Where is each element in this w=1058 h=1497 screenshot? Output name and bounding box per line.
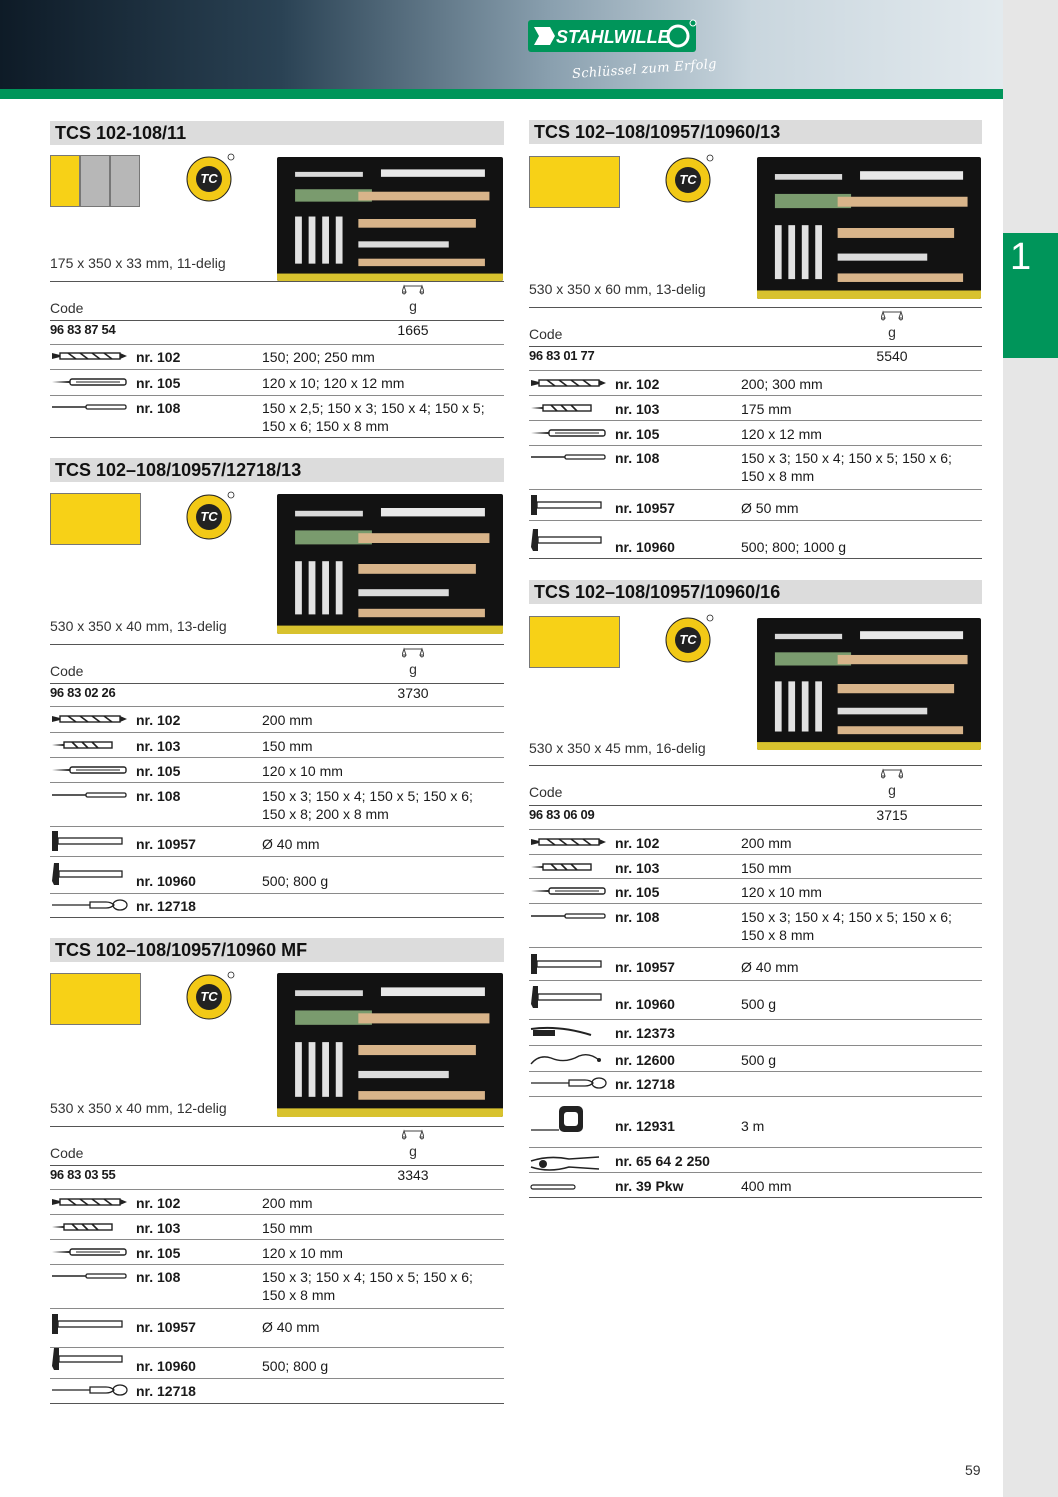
article-spec: 120 x 12 mm [741,426,822,442]
stahlwille-logo [528,17,698,55]
row-rule [50,757,504,758]
screwdriver-icon [529,1076,607,1090]
hammer-icon [529,527,603,541]
article-number: nr. 10960 [615,539,675,555]
svg-text:TC: TC [200,509,218,524]
article-spec: 150 x 3; 150 x 4; 150 x 5; 150 x 6; 150 x 8; 200 x 8 mm [262,788,473,822]
article-number: nr. 10957 [615,959,675,975]
tool-tray-photo [757,618,981,750]
row-rule [529,878,982,879]
article-number: nr. 103 [136,1220,181,1236]
drift-punch-icon [529,909,607,923]
mallet-icon [529,953,603,967]
row-rule [50,344,504,345]
row-rule [50,732,504,733]
tc-system-badge-icon [664,154,714,204]
row-rule [529,489,982,490]
table-bottom-rule [529,558,982,559]
section-title: TCS 102–108/10957/12718/13 [50,458,504,482]
article-spec: Ø 50 mm [741,500,799,516]
row-rule [529,1045,982,1046]
chisel-icon [50,349,128,363]
tool-tray-photo [277,157,503,281]
centre-punch-icon [50,738,114,752]
section-title: TCS 102–108/10957/10960/16 [529,580,982,604]
article-number: nr. 103 [136,738,181,754]
code-rule [529,805,982,806]
article-spec: 500; 800 g [262,873,329,889]
section-title: TCS 102–108/10957/10960/13 [529,120,982,144]
set-weight: 3715 [876,807,908,823]
article-spec: 200; 300 mm [741,376,823,392]
row-rule [50,1264,504,1265]
drift-punch-icon [529,450,607,464]
row-rule [50,1308,504,1309]
pin-punch-icon [50,375,128,389]
tc-system-badge-icon [185,971,235,1021]
tool-tray-photo [757,157,981,299]
table-top-rule [50,644,504,645]
code-rule [50,683,504,684]
article-number: nr. 65 64 2 250 [615,1153,710,1169]
row-rule [529,1019,982,1020]
hammer-icon [50,1346,124,1360]
table-bottom-rule [529,1197,982,1198]
article-number: nr. 12718 [136,898,196,914]
weight-unit: g [888,324,896,340]
row-rule [529,1147,982,1148]
article-spec: 120 x 10 mm [262,763,343,779]
screwdriver-icon [50,898,128,912]
article-spec: 120 x 10 mm [741,884,822,900]
row-rule [50,826,504,827]
article-spec: 120 x 10 mm [262,1245,343,1261]
tray-swatch-yellow [529,616,620,668]
article-spec: 150 x 2,5; 150 x 3; 150 x 4; 150 x 5; 150 x 6; 150 x 8 mm [262,400,485,434]
scale-icon [393,1129,433,1142]
weight-column-header [393,647,433,677]
table-top-rule [50,1126,504,1127]
tray-swatch-grey [80,155,110,207]
article-spec: 150; 200; 250 mm [262,349,375,365]
side-stripe [1003,0,1058,1497]
svg-text:TC: TC [200,171,218,186]
code-label: Code [50,300,84,316]
weight-column-header [393,284,433,314]
row-rule [529,829,982,830]
article-number: nr. 105 [615,426,660,442]
table-bottom-rule [50,1403,504,1404]
article-spec: Ø 40 mm [741,959,799,975]
drift-punch-icon [50,1269,128,1283]
weight-unit: g [888,782,896,798]
row-rule [529,903,982,904]
article-number: nr. 39 Pkw [615,1178,684,1194]
article-number: nr. 10957 [136,1319,196,1335]
table-top-rule [50,281,504,282]
row-rule [529,1071,982,1072]
hammer-icon [50,861,124,875]
tray-swatch-yellow [50,493,141,545]
table-top-rule [529,307,982,308]
article-spec: Ø 40 mm [262,1319,320,1335]
article-number: nr. 102 [136,349,181,365]
article-spec: 500; 800 g [262,1358,329,1374]
mallet-icon [50,830,124,844]
weight-column-header [872,768,912,798]
code-label: Code [529,784,563,800]
chisel-icon [529,376,607,390]
mallet-icon [50,1313,124,1327]
tape-measure-icon [529,1104,589,1118]
pin-punch-icon [50,763,128,777]
article-number: nr. 108 [615,450,660,466]
article-spec: 120 x 10; 120 x 12 mm [262,375,405,391]
order-code: 96 83 06 09 [529,807,595,822]
chisel-icon [50,1195,128,1209]
chisel-icon [529,835,607,849]
svg-text:TC: TC [200,989,218,1004]
section-title: TCS 102–108/10957/10960 MF [50,938,504,962]
table-top-rule [529,765,982,766]
tool-tray-photo [277,494,503,634]
tray-swatch-yellow [50,155,80,207]
weight-column-header [393,1129,433,1159]
article-number: nr. 10960 [615,996,675,1012]
article-number: nr. 12373 [615,1025,675,1041]
article-spec: 500 g [741,996,777,1012]
order-code: 96 83 03 55 [50,1167,116,1182]
code-label: Code [50,663,84,679]
centre-punch-icon [529,860,593,874]
article-spec: 150 mm [741,860,792,876]
svg-text:TC: TC [679,632,697,647]
row-rule [529,420,982,421]
weight-unit: g [409,298,417,314]
set-weight: 3730 [397,685,429,701]
article-number: nr. 102 [136,712,181,728]
article-spec: 400 mm [741,1178,792,1194]
order-code: 96 83 87 54 [50,322,116,337]
drift-punch-icon [50,788,128,802]
scale-icon [393,647,433,660]
article-number: nr. 105 [136,1245,181,1261]
article-number: nr. 10957 [615,500,675,516]
article-number: nr. 105 [136,375,181,391]
row-rule [529,370,982,371]
scale-icon [872,310,912,323]
article-number: nr. 12718 [615,1076,675,1092]
article-spec: Ø 40 mm [262,836,320,852]
mallet-icon [529,494,603,508]
tyre-lever-icon [529,1178,577,1192]
row-rule [50,856,504,857]
tray-colour-swatches [529,156,620,208]
set-weight: 3343 [397,1167,429,1183]
article-number: nr. 12600 [615,1052,675,1068]
article-spec: 150 x 3; 150 x 4; 150 x 5; 150 x 6; 150 x 8 mm [741,450,952,484]
code-rule [50,1165,504,1166]
scale-icon [872,768,912,781]
article-spec: 150 mm [262,738,313,754]
table-bottom-rule [50,437,504,438]
article-number: nr. 10957 [136,836,196,852]
article-spec: 200 mm [741,835,792,851]
locking-pliers-icon [529,1153,601,1167]
header-accent-bar [0,89,1003,99]
page-header [0,0,1003,90]
article-number: nr. 102 [615,835,660,851]
row-rule [529,980,982,981]
wire-brush-icon [529,1025,593,1039]
row-rule [50,782,504,783]
tray-swatch-yellow [50,973,141,1025]
set-weight: 1665 [397,322,429,338]
tray-colour-swatches [50,155,140,207]
row-rule [50,893,504,894]
code-rule [529,346,982,347]
article-number: nr. 105 [136,763,181,779]
article-number: nr. 108 [136,400,181,416]
tray-colour-swatches [50,493,141,545]
scale-icon [393,284,433,297]
article-number: nr. 10960 [136,873,196,889]
tc-system-badge-icon [664,614,714,664]
article-number: nr. 105 [615,884,660,900]
tray-swatch-yellow [529,156,620,208]
centre-punch-icon [50,1220,114,1234]
logo-text: STAHLWILLE [556,27,670,47]
row-rule [50,706,504,707]
article-number: nr. 102 [615,376,660,392]
row-rule [50,369,504,370]
article-spec: 200 mm [262,712,313,728]
code-label: Code [50,1145,84,1161]
set-dimensions: 530 x 350 x 60 mm, 13-delig [529,281,706,297]
row-rule [50,1214,504,1215]
article-spec: 3 m [741,1118,765,1134]
pin-punch-icon [50,1245,128,1259]
row-rule [529,947,982,948]
row-rule [529,854,982,855]
article-spec: 175 mm [741,401,792,417]
magnetic-pickup-icon [529,1052,601,1066]
article-number: nr. 108 [615,909,660,925]
article-spec: 500; 800; 1000 g [741,539,847,555]
brand-slogan: Schlüssel zum Erfolg [571,56,718,83]
row-rule [50,395,504,396]
weight-unit: g [409,661,417,677]
screwdriver-icon [50,1383,128,1397]
pin-punch-icon [529,884,607,898]
tool-tray-photo [277,973,503,1117]
code-rule [50,320,504,321]
section-title: TCS 102-108/11 [50,121,504,145]
article-number: nr. 102 [136,1195,181,1211]
article-spec: 500 g [741,1052,777,1068]
page-number: 59 [965,1462,981,1478]
article-spec: 200 mm [262,1195,313,1211]
article-spec: 150 x 3; 150 x 4; 150 x 5; 150 x 6; 150 x 8 mm [262,1269,473,1303]
tc-system-badge-icon [185,153,235,203]
article-spec: 150 x 3; 150 x 4; 150 x 5; 150 x 6; 150 x 8 mm [741,909,952,943]
weight-column-header [872,310,912,340]
drift-punch-icon [50,400,128,414]
svg-text:TC: TC [679,172,697,187]
row-rule [529,1172,982,1173]
row-rule [529,520,982,521]
centre-punch-icon [529,401,593,415]
article-number: nr. 12718 [136,1383,196,1399]
order-code: 96 83 02 26 [50,685,116,700]
weight-unit: g [409,1143,417,1159]
table-bottom-rule [50,917,504,918]
set-dimensions: 530 x 350 x 40 mm, 13-delig [50,618,227,634]
tc-system-badge-icon [185,491,235,541]
article-number: nr. 108 [136,788,181,804]
set-dimensions: 530 x 350 x 45 mm, 16-delig [529,740,706,756]
row-rule [50,1239,504,1240]
row-rule [50,1189,504,1190]
tray-colour-swatches [50,973,141,1025]
row-rule [50,1378,504,1379]
chapter-number: 1 [1010,236,1032,278]
tray-swatch-grey [110,155,140,207]
article-spec: 150 mm [262,1220,313,1236]
article-number: nr. 103 [615,860,660,876]
hammer-icon [529,984,603,998]
article-number: nr. 108 [136,1269,181,1285]
set-dimensions: 175 x 350 x 33 mm, 11-delig [50,255,226,271]
row-rule [529,1096,982,1097]
code-label: Code [529,326,563,342]
tray-colour-swatches [529,616,620,668]
article-number: nr. 10960 [136,1358,196,1374]
article-number: nr. 103 [615,401,660,417]
row-rule [529,395,982,396]
set-dimensions: 530 x 350 x 40 mm, 12-delig [50,1100,227,1116]
set-weight: 5540 [876,348,908,364]
article-number: nr. 12931 [615,1118,675,1134]
row-rule [529,445,982,446]
chisel-icon [50,712,128,726]
order-code: 96 83 01 77 [529,348,595,363]
pin-punch-icon [529,426,607,440]
